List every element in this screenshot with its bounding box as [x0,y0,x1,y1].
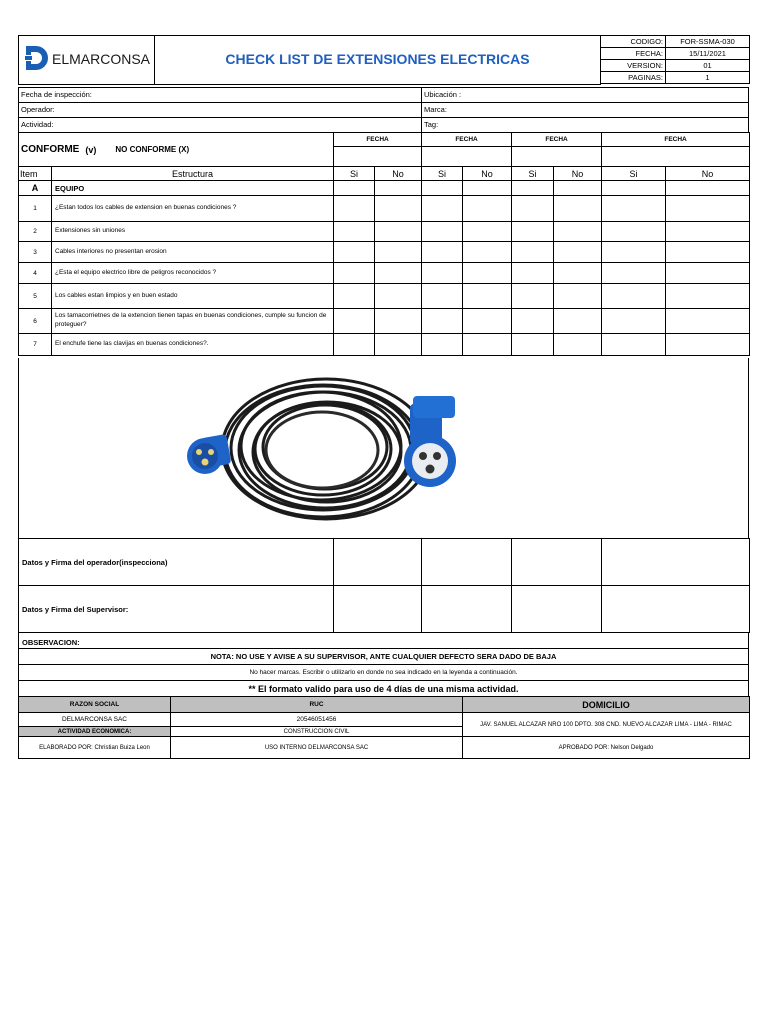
actividad-economica-value: CONSTRUCCION CIVIL [283,728,350,735]
si-checkbox[interactable] [422,196,463,222]
item-text: Extensiones sin uniones [55,227,126,235]
section-name: EQUIPO [55,183,85,193]
logo-text: ELMARCONSA [52,51,151,67]
no-checkbox[interactable] [375,196,422,222]
item-text: ¿Esta el equipo electrico libre de peligros reconocidos ? [55,268,217,276]
footer-table [18,696,750,759]
no-checkbox[interactable] [463,284,512,309]
no-checkbox[interactable] [666,284,750,309]
no-header-2: No [481,168,493,179]
no-checkbox[interactable] [463,334,512,356]
fecha-header-2: FECHA [455,136,478,143]
no-checkbox[interactable] [375,334,422,356]
fecha-inspeccion-label: Fecha de inspección: [21,90,92,99]
meta-value: 01 [703,61,712,70]
item-text: Los cables estan limpios y en buen estado [55,291,178,299]
si-checkbox[interactable] [602,309,666,334]
no-header-1: No [392,168,404,179]
no-checkbox[interactable] [666,309,750,334]
signature-table [18,538,750,633]
meta-label: CODIGO: [630,37,663,46]
si-header-4: Si [629,168,638,179]
checklist-item-row [19,222,750,242]
si-checkbox[interactable] [602,334,666,356]
si-checkbox[interactable] [512,284,554,309]
fecha-input-1[interactable] [334,147,422,167]
extension-cable-image [185,366,465,526]
no-checkbox[interactable] [554,222,602,242]
domicilio-header: DOMICILIO [582,699,630,710]
checklist-item-row [19,196,750,222]
no-checkbox[interactable] [375,284,422,309]
section-letter: A [31,183,39,193]
si-checkbox[interactable] [512,309,554,334]
tag-label: Tag: [424,120,439,129]
firma-operador-cell-3[interactable] [512,539,602,586]
si-checkbox[interactable] [422,242,463,263]
meta-value: 1 [705,73,710,82]
ubicacion-label: Ubicación : [424,90,462,99]
item-number: 5 [33,292,37,300]
no-checkbox[interactable] [375,309,422,334]
item-column-header: Item [20,168,38,179]
si-checkbox[interactable] [334,222,375,242]
firma-supervisor-cell-1[interactable] [334,586,422,633]
observacion-label: OBSERVACION: [22,637,80,647]
checklist-table [18,132,750,356]
item-number: 1 [33,205,37,212]
domicilio-value: JAV. SANUEL ALCAZAR NRO 100 DPTO. 308 CND. NUEVO ALCAZAR LIMA - LIMA - RIMAC [480,721,732,728]
si-checkbox[interactable] [422,222,463,242]
si-checkbox[interactable] [422,334,463,356]
operador-label: Operador: [21,105,55,114]
si-checkbox[interactable] [602,263,666,284]
item-text: ¿Estan todos los cables de extension en buenas condiciones ? [55,204,237,212]
fecha-input-4[interactable] [602,147,750,167]
si-checkbox[interactable] [334,334,375,356]
conforme-symbol: (v) [85,144,97,155]
si-header-3: Si [528,168,537,179]
si-checkbox[interactable] [334,196,375,222]
item-text: El enchufe tiene las clavijas en buenas condiciones?. [55,340,209,348]
si-checkbox[interactable] [602,222,666,242]
si-checkbox[interactable] [422,263,463,284]
ruc-header: RUC [309,701,324,708]
company-logo-icon [24,44,50,72]
actividad-label: Actividad: [21,120,54,129]
razon-social-value: DELMARCONSA SAC [61,716,128,723]
checklist-item-row [19,263,750,284]
actividad-economica-label: ACTIVIDAD ECONOMICA: [57,728,132,735]
fecha-input-2[interactable] [422,147,512,167]
firma-operador-cell-4[interactable] [602,539,750,586]
si-checkbox[interactable] [602,196,666,222]
item-text: Los tamacorrietnes de la extencion tienen tapas en buenas condiciones, cumple su funcion de proteguer? [55,312,327,328]
fecha-header-3: FECHA [545,136,568,143]
no-marcas-text: No hacer marcas. Escribir o utilizarlo en donde no sea indicado en la leyenda a continuación. [249,669,518,676]
formato-text: ** El formato valido para uso de 4 días de una misma actividad. [248,683,519,694]
meta-label: PAGINAS: [628,73,663,82]
meta-value: FOR-SSMA-030 [680,37,735,46]
no-checkbox[interactable] [666,263,750,284]
no-checkbox[interactable] [554,196,602,222]
no-checkbox[interactable] [554,263,602,284]
no-checkbox[interactable] [554,309,602,334]
no-checkbox[interactable] [554,242,602,263]
item-number: 2 [33,228,37,235]
item-number: 3 [33,248,37,256]
checklist-item-row [19,334,750,356]
no-checkbox[interactable] [463,309,512,334]
elaborado-por: ELABORADO POR: Christian Buiza Leon [39,744,150,751]
page-title: CHECK LIST DE EXTENSIONES ELECTRICAS [225,51,530,67]
si-checkbox[interactable] [512,242,554,263]
item-number: 7 [33,341,37,348]
si-checkbox[interactable] [512,263,554,284]
no-checkbox[interactable] [463,196,512,222]
no-checkbox[interactable] [554,334,602,356]
no-conforme-label: NO CONFORME (X) [115,145,190,154]
no-header-3: No [571,168,584,179]
checklist-item-row [19,284,750,309]
no-checkbox[interactable] [463,242,512,263]
uso-interno: USO INTERNO DELMARCONSA SAC [264,744,369,751]
ruc-value: 20546051456 [296,716,337,723]
firma-supervisor-cell-3[interactable] [512,586,602,633]
no-checkbox[interactable] [375,242,422,263]
right-socket [404,396,456,487]
si-header-2: Si [438,168,447,179]
firma-supervisor-cell-2[interactable] [422,586,512,633]
meta-value: 15/11/2021 [689,49,726,58]
no-checkbox[interactable] [375,222,422,242]
no-checkbox[interactable] [463,263,512,284]
aprobado-por: APROBADO POR: Nelson Delgado [558,744,654,751]
no-header-4: No [701,168,714,179]
fecha-header-1: FECHA [366,136,389,143]
no-checkbox[interactable] [666,242,750,263]
item-text: Cables interiores no presentan erosion [55,247,167,255]
si-checkbox[interactable] [334,284,375,309]
no-checkbox[interactable] [463,222,512,242]
conforme-label: CONFORME [21,144,80,155]
si-header-1: Si [349,168,358,179]
firma-operador-cell-2[interactable] [422,539,512,586]
no-checkbox[interactable] [554,284,602,309]
si-checkbox[interactable] [512,334,554,356]
si-checkbox[interactable] [334,242,375,263]
si-checkbox[interactable] [602,284,666,309]
si-checkbox[interactable] [422,309,463,334]
info-block [18,87,749,133]
si-checkbox[interactable] [512,196,554,222]
firma-supervisor-label: Datos y Firma del Supervisor: [22,604,129,614]
si-checkbox[interactable] [334,309,375,334]
meta-label: FECHA: [635,49,663,58]
si-checkbox[interactable] [422,284,463,309]
si-checkbox[interactable] [334,263,375,284]
no-checkbox[interactable] [666,222,750,242]
checklist-item-row [19,309,750,334]
estructura-column-header: Estructura [171,168,213,179]
no-checkbox[interactable] [375,263,422,284]
header-meta-table [600,35,750,84]
firma-operador-cell-1[interactable] [334,539,422,586]
firma-supervisor-cell-4[interactable] [602,586,750,633]
no-checkbox[interactable] [666,196,750,222]
checklist-item-row [19,242,750,263]
si-checkbox[interactable] [512,222,554,242]
item-number: 4 [33,269,37,277]
fecha-input-3[interactable] [512,147,602,167]
razon-social-header: RAZON SOCIAL [69,701,120,708]
item-number: 6 [33,317,37,325]
notes-table [18,632,749,697]
si-checkbox[interactable] [602,242,666,263]
no-checkbox[interactable] [666,334,750,356]
nota-text: NOTA: NO USE Y AVISE A SU SUPERVISOR, ANTE CUALQUIER DEFECTO SERA DADO DE BAJA [210,652,557,661]
meta-label: VERSION: [627,61,663,70]
firma-operador-label: Datos y Firma del operador(inspecciona) [22,557,168,567]
marca-label: Marca: [424,105,447,114]
fecha-header-4: FECHA [664,136,687,143]
